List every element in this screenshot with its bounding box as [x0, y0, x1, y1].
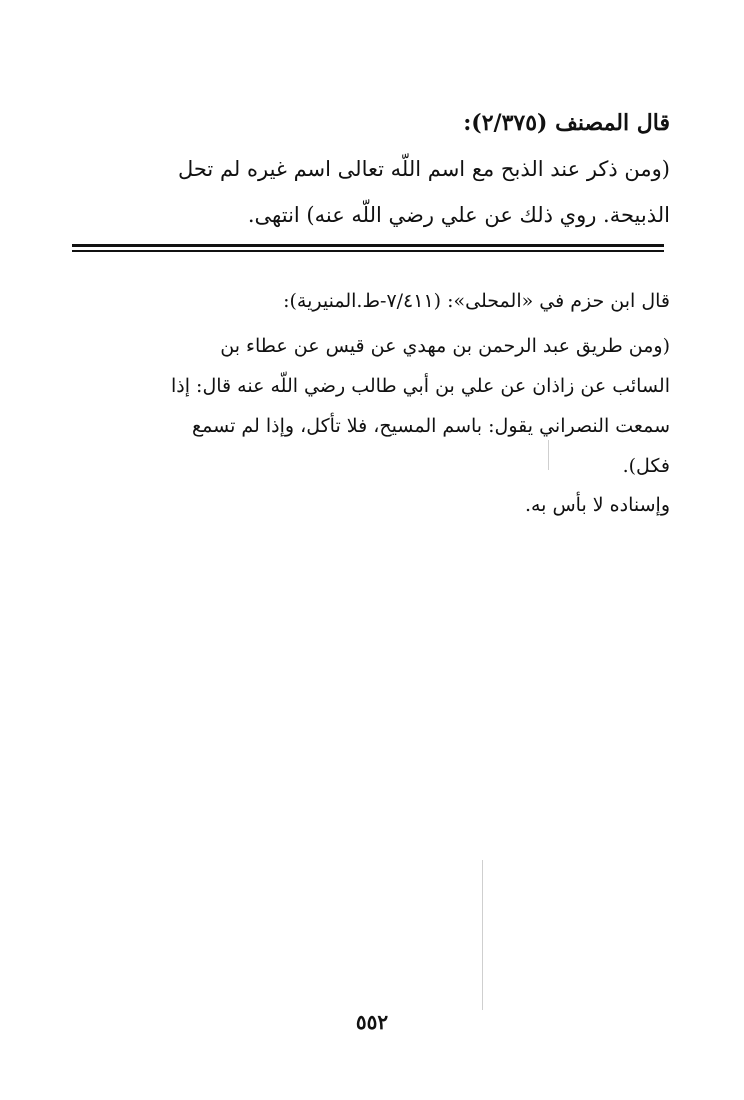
ibn-hazm-quote-line: (ومن طريق عبد الرحمن بن مهدي عن قيس عن عطاء بن: [220, 335, 670, 357]
ibn-hazm-quote: [70, 326, 670, 486]
ibn-hazm-quote-line: السائب عن زاذان عن علي بن أبي طالب رضي اللّه عنه قال: إذا: [171, 375, 670, 397]
divider-rule: [72, 250, 664, 252]
scan-line: [482, 860, 483, 1010]
isnad-verdict: وإسناده لا بأس به.: [524, 494, 670, 516]
source-citation: قال ابن حزم في «المحلى»: (٧/٤١١-ط.المنيرية):: [283, 290, 670, 312]
page-number: ٥٥٢: [355, 1010, 389, 1034]
ibn-hazm-quote-line: سمعت النصراني يقول: باسم المسيح، فلا تأكل، وإذا لم تسمع: [192, 415, 670, 437]
author-quote-line: (ومن ذكر عند الذبح مع اسم اللّه تعالى اسم غيره لم تحل: [177, 157, 670, 181]
author-quote-line: الذبيحة. روي ذلك عن علي رضي اللّه عنه) انتهى.: [247, 203, 670, 227]
divider-rule: [72, 244, 664, 247]
author-quote: [70, 146, 670, 238]
section-heading: قال المصنف (٢/٣٧٥):: [463, 110, 670, 136]
ibn-hazm-quote-line: فكل).: [622, 455, 670, 477]
